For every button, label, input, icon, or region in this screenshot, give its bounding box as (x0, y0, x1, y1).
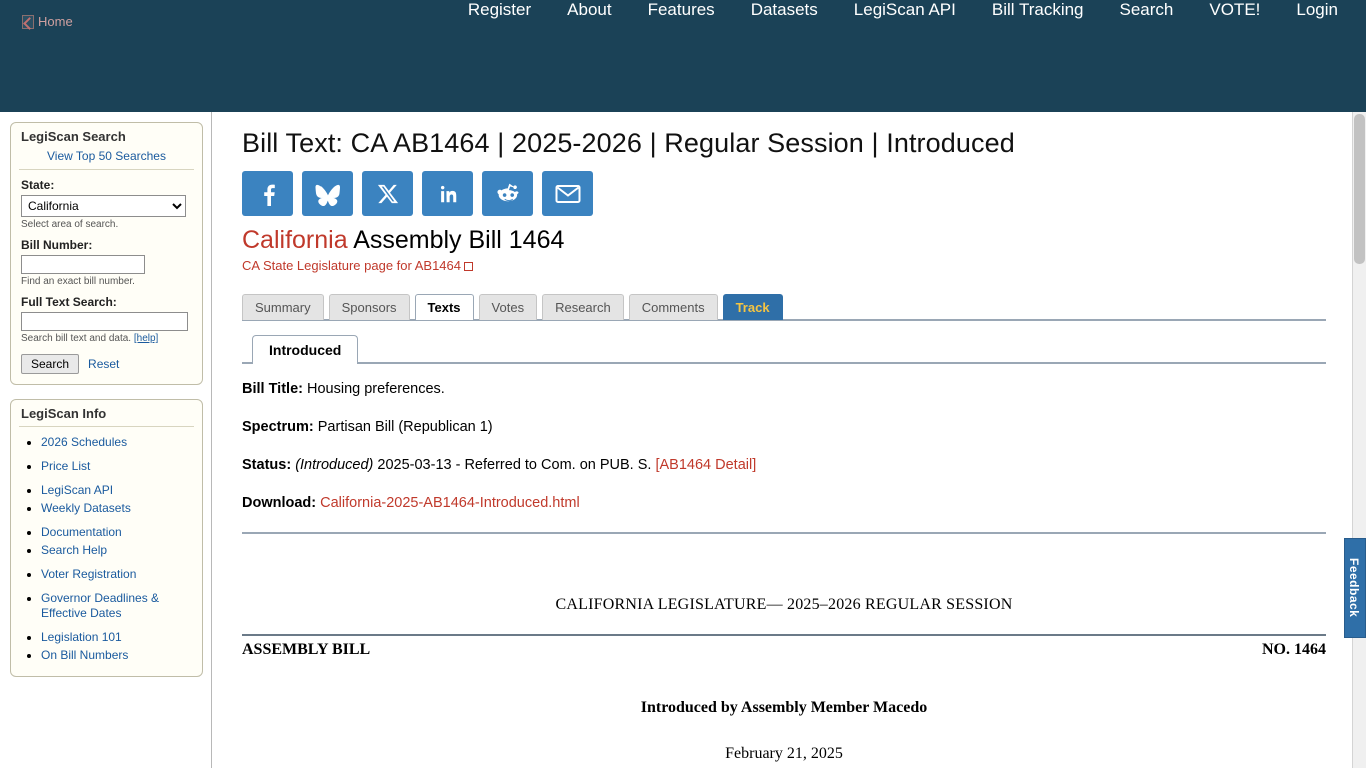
download-label: Download: (242, 495, 317, 511)
nav-item-login[interactable]: Login (1296, 0, 1338, 19)
scrollbar-thumb[interactable] (1354, 114, 1365, 264)
info-link-voter-registration[interactable]: Voter Registration (41, 567, 137, 581)
feedback-tab[interactable]: Feedback (1344, 538, 1366, 638)
page-title: Bill Text: CA AB1464 | 2025-2026 | Regular Session | Introduced (242, 128, 1015, 158)
info-panel-title: LegiScan Info (21, 406, 107, 421)
search-button[interactable]: Search (21, 354, 79, 374)
list-item (41, 648, 202, 663)
main-nav-links (450, 0, 1366, 20)
bill-state-name: California (242, 226, 348, 254)
state-legislature-link-text: CA State Legislature page for AB1464 (242, 258, 461, 273)
spectrum-row (242, 418, 1326, 436)
full-text-search-input[interactable] (21, 312, 188, 331)
tab-votes[interactable]: Votes (479, 294, 538, 320)
reddit-share-button[interactable] (482, 171, 533, 216)
download-row (242, 494, 1326, 512)
linkedin-share-button[interactable] (422, 171, 473, 216)
document-date: February 21, 2025 (725, 745, 843, 762)
share-buttons-row (242, 171, 1326, 216)
site-logo-broken-image[interactable] (22, 14, 73, 29)
tab-summary[interactable]: Summary (242, 294, 324, 320)
bill-title-label: Bill Title: (242, 381, 303, 397)
info-link-legislation-101[interactable]: Legislation 101 (41, 630, 122, 644)
info-link-on-bill-numbers[interactable]: On Bill Numbers (41, 648, 129, 662)
document-bill-type: ASSEMBLY BILL (242, 641, 371, 658)
bill-title-value: Housing preferences. (307, 381, 445, 397)
bill-number-label: Bill Number: (21, 238, 93, 252)
bill-heading (242, 226, 1326, 255)
info-link-weekly-datasets[interactable]: Weekly Datasets (41, 501, 131, 515)
broken-image-icon (22, 15, 34, 29)
state-select[interactable] (21, 195, 186, 217)
nav-item-bill-tracking[interactable]: Bill Tracking (991, 0, 1084, 19)
spectrum-value: Partisan Bill (Republican 1) (317, 419, 493, 435)
info-link-legiscan-api[interactable]: LegiScan API (41, 483, 114, 497)
list-item (41, 543, 202, 558)
reset-link[interactable]: Reset (88, 357, 120, 371)
top-navigation-bar (0, 0, 1366, 112)
panel-divider (19, 169, 194, 170)
nav-item-about[interactable]: About (567, 0, 612, 19)
page-body (0, 112, 1366, 768)
x-twitter-share-button[interactable] (362, 171, 413, 216)
nav-item-features[interactable]: Features (647, 0, 715, 19)
bill-number-hint: Find an exact bill number. (21, 276, 135, 287)
bill-number-input[interactable] (21, 255, 145, 274)
document-bill-row (242, 634, 1326, 659)
bill-title-row (242, 380, 1326, 398)
legiscan-info-panel (10, 399, 203, 677)
list-item (41, 630, 202, 645)
nav-item-search[interactable]: Search (1119, 0, 1174, 19)
document-introduced-by: Introduced by Assembly Member Macedo (640, 699, 928, 716)
tab-comments[interactable]: Comments (629, 294, 718, 320)
tab-texts[interactable]: Texts (415, 294, 474, 320)
external-link-icon (464, 262, 473, 271)
list-item (41, 483, 202, 498)
text-version-subtabs (242, 333, 1326, 364)
info-link-search-help[interactable]: Search Help (41, 543, 108, 557)
document-session-line: CALIFORNIA LEGISLATURE— 2025–2026 REGULAR SESSION (555, 596, 1013, 613)
sidebar (0, 112, 212, 768)
info-link-2026-schedules[interactable]: 2026 Schedules (41, 435, 128, 449)
list-item (41, 501, 202, 516)
list-item (41, 567, 202, 582)
bill-detail-link[interactable]: [AB1464 Detail] (655, 457, 757, 473)
list-item (41, 591, 202, 621)
list-item (41, 459, 202, 474)
info-link-price-list[interactable]: Price List (41, 459, 91, 473)
state-label: State: (21, 178, 55, 192)
status-row (242, 456, 1326, 474)
status-value: 2025-03-13 - Referred to Com. on PUB. S. (377, 457, 652, 473)
info-link-governor-deadlines[interactable]: Governor Deadlines & Effective Dates (41, 591, 160, 620)
view-top-50-searches-link[interactable]: View Top 50 Searches (47, 149, 166, 163)
page-scrollbar[interactable] (1352, 112, 1366, 768)
spectrum-label: Spectrum: (242, 419, 314, 435)
full-text-help-link[interactable]: [help] (133, 333, 159, 344)
main-content (212, 112, 1366, 763)
bill-heading-rest: Assembly Bill 1464 (353, 226, 565, 254)
bill-tabs (242, 293, 1326, 321)
legiscan-search-panel (10, 122, 203, 385)
search-panel-title: LegiScan Search (21, 129, 126, 144)
tab-track[interactable]: Track (723, 294, 783, 320)
status-label: Status: (242, 457, 292, 473)
tab-sponsors[interactable]: Sponsors (329, 294, 410, 320)
state-hint: Select area of search. (21, 219, 119, 230)
nav-item-vote[interactable]: VOTE! (1209, 0, 1261, 19)
bill-metadata (242, 380, 1326, 534)
nav-item-register[interactable]: Register (467, 0, 532, 19)
list-item (41, 435, 202, 450)
download-link[interactable]: California-2025-AB1464-Introduced.html (320, 495, 580, 511)
logo-alt-text: Home (38, 14, 73, 29)
nav-item-datasets[interactable]: Datasets (750, 0, 818, 19)
info-link-list (11, 435, 202, 663)
document-bill-number: NO. 1464 (1262, 641, 1326, 658)
full-text-hint (11, 331, 202, 352)
info-link-documentation[interactable]: Documentation (41, 525, 122, 539)
full-text-search-label: Full Text Search: (21, 295, 117, 309)
info-panel-divider (19, 426, 194, 427)
content-divider (242, 532, 1326, 534)
email-share-button[interactable] (542, 171, 593, 216)
nav-item-legiscan-api[interactable]: LegiScan API (853, 0, 956, 19)
status-stage: (Introduced) (295, 457, 374, 473)
bill-document (242, 596, 1326, 763)
list-item (41, 525, 202, 540)
full-text-hint-text: Search bill text and data. (21, 333, 132, 344)
facebook-share-button[interactable] (242, 171, 293, 216)
subtab-introduced[interactable]: Introduced (252, 335, 358, 364)
state-legislature-link[interactable] (242, 258, 473, 273)
tab-research[interactable]: Research (542, 294, 624, 320)
bluesky-share-button[interactable] (302, 171, 353, 216)
